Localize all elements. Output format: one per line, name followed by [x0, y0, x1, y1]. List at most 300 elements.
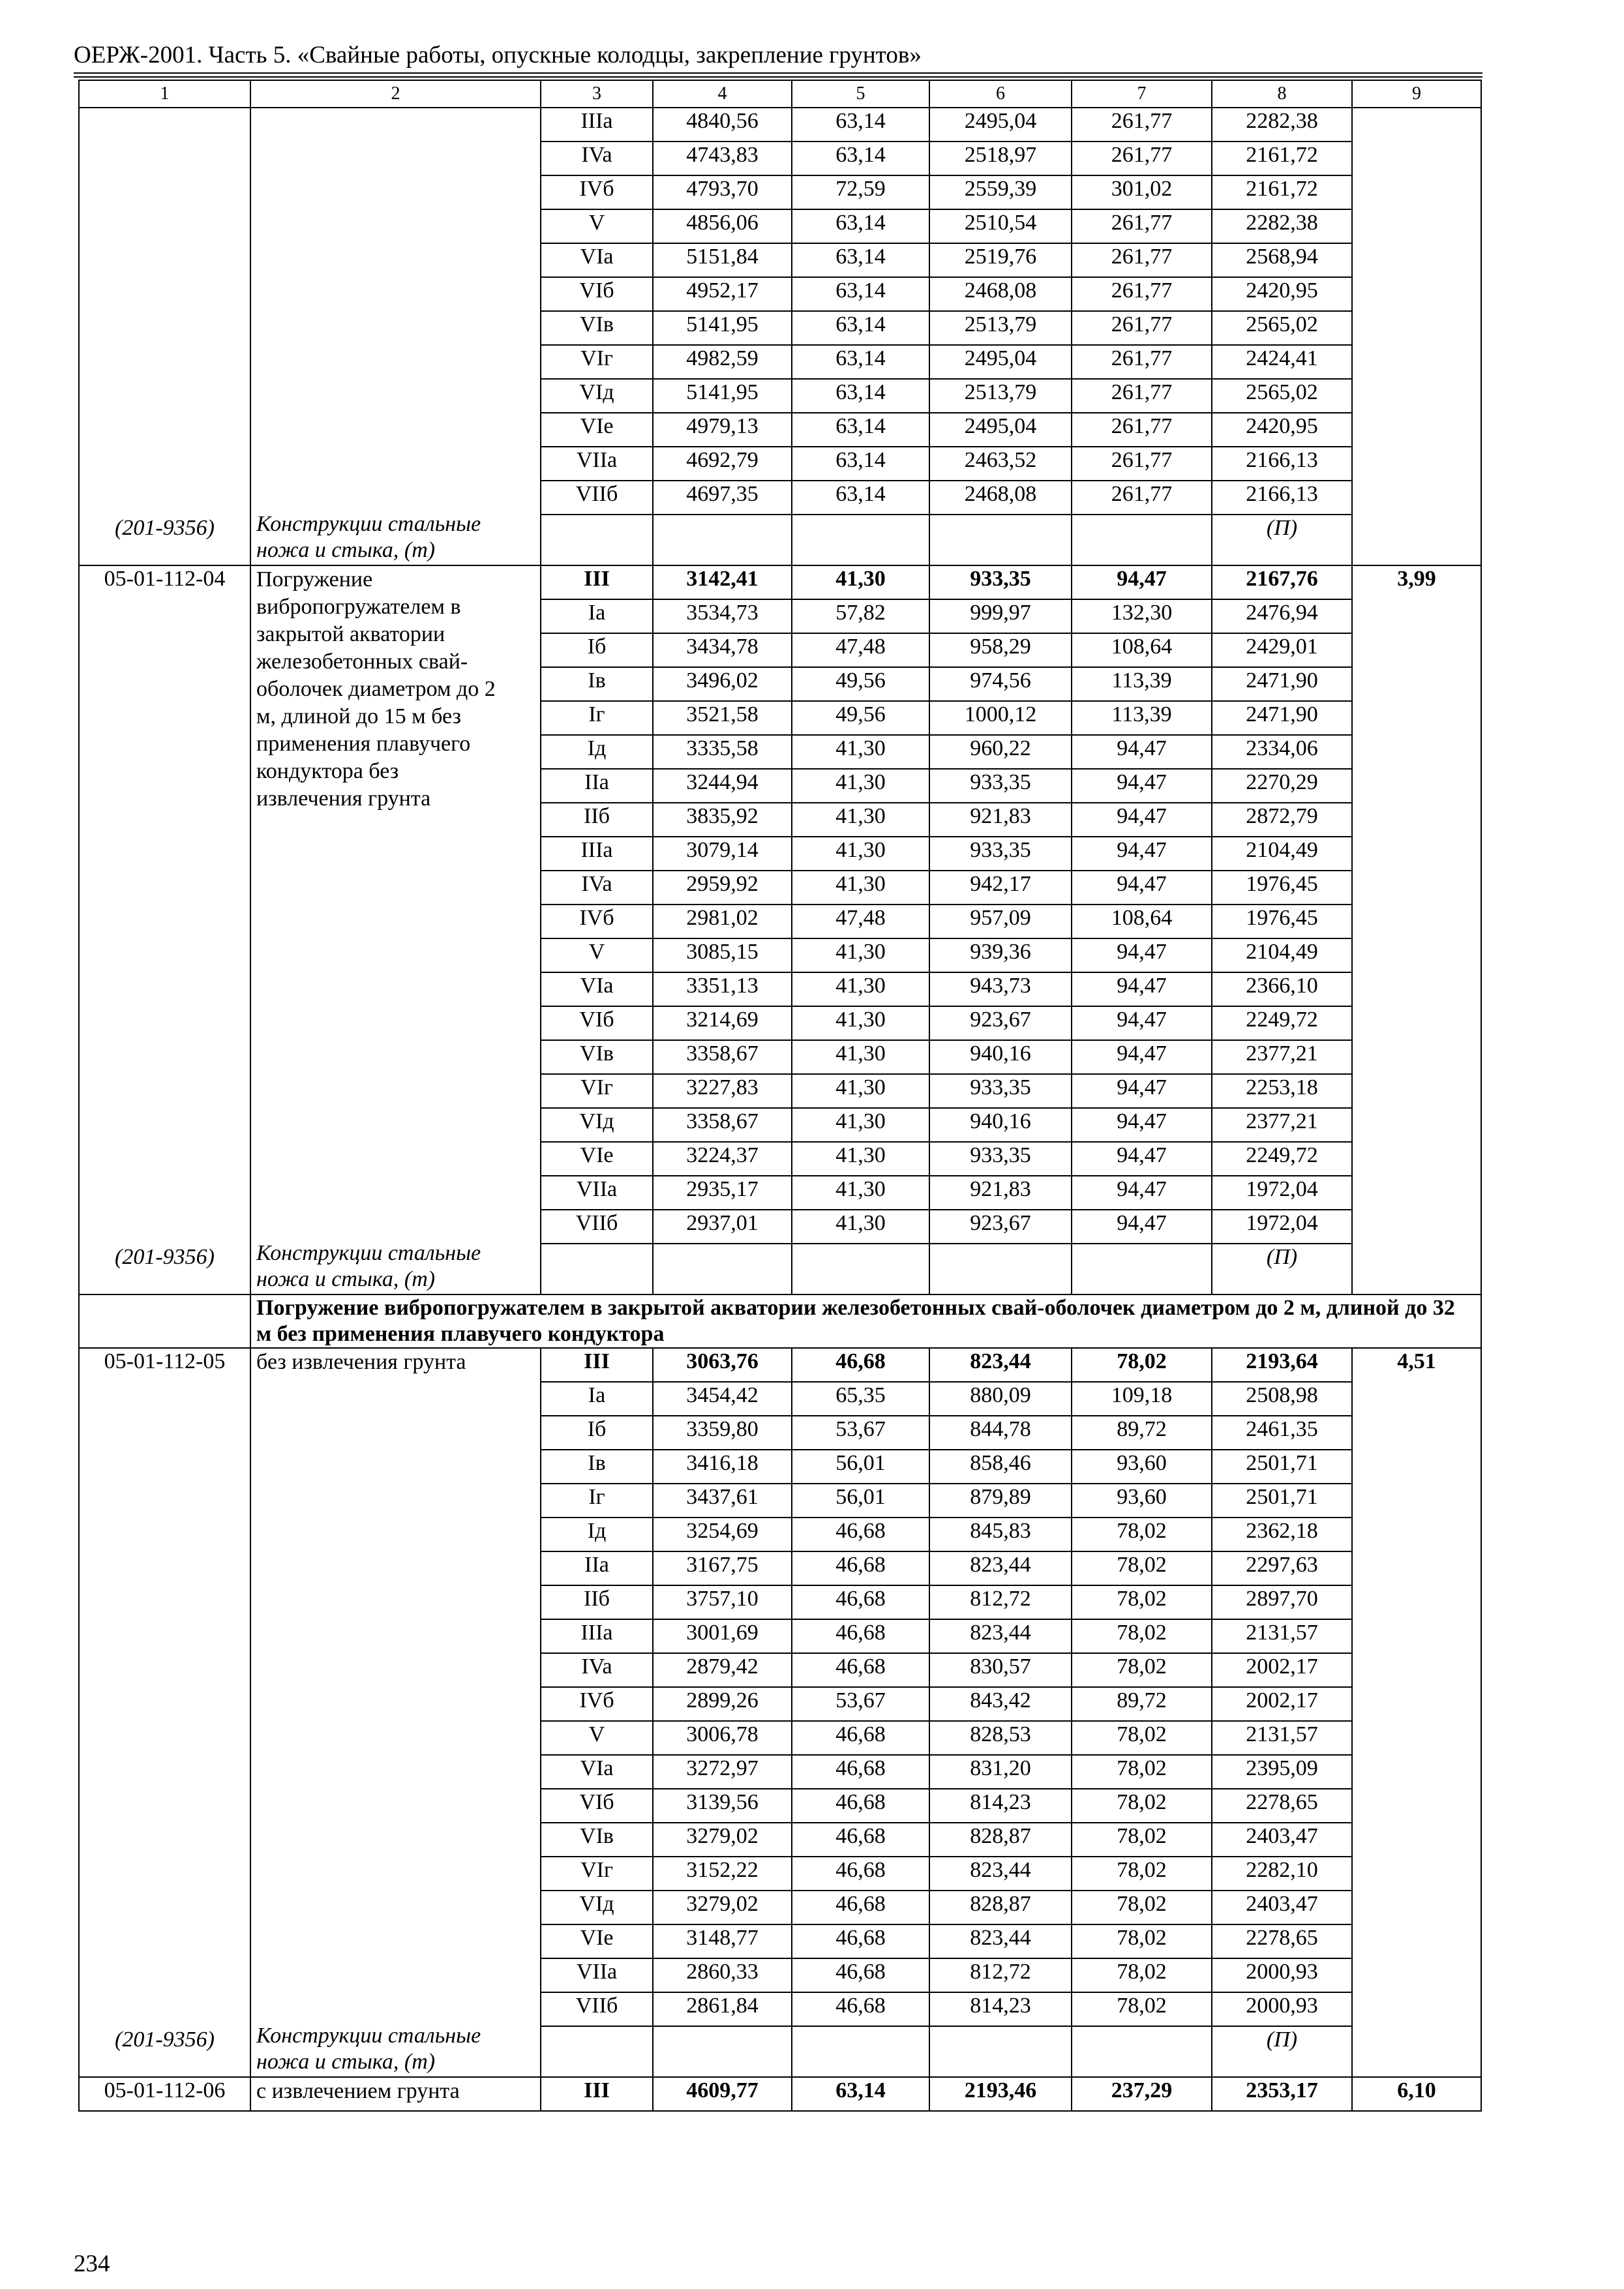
page-header-title: ОЕРЖ-2001. Часть 5. «Свайные работы, опускные колодцы, закрепление грунтов» — [74, 42, 922, 68]
region-cell: VIе — [541, 1924, 653, 1958]
region-cell: Iг — [541, 1484, 653, 1518]
rate-description-line: извлечения грунта — [256, 786, 431, 811]
value-cell: 2403,47 — [1212, 1823, 1352, 1857]
region-cell: V — [541, 1721, 653, 1755]
value-cell: 108,64 — [1072, 633, 1212, 667]
region-cell: VIг — [541, 1857, 653, 1891]
resource-blank-cell — [653, 1244, 792, 1294]
region-cell: VIд — [541, 379, 653, 413]
region-cell: VIIб — [541, 1992, 653, 2026]
rate-description-line: без извлечения грунта — [256, 1350, 466, 1374]
value-cell: 2518,97 — [929, 142, 1072, 175]
resource-value: (П) — [1212, 515, 1352, 565]
value-cell: 2131,57 — [1212, 1619, 1352, 1653]
value-cell: 2131,57 — [1212, 1721, 1352, 1755]
value-cell: 261,77 — [1072, 142, 1212, 175]
value-cell: 845,83 — [929, 1518, 1072, 1551]
value-cell: 63,14 — [792, 2077, 929, 2111]
value-cell: 921,83 — [929, 803, 1072, 837]
value-cell: 958,29 — [929, 633, 1072, 667]
value-cell: 933,35 — [929, 837, 1072, 871]
value-cell: 2282,10 — [1212, 1857, 1352, 1891]
value-cell: 823,44 — [929, 1619, 1072, 1653]
value-cell: 2501,71 — [1212, 1484, 1352, 1518]
value-cell: 63,14 — [792, 481, 929, 515]
value-cell: 261,77 — [1072, 345, 1212, 379]
value-cell: 63,14 — [792, 345, 929, 379]
value-cell: 5151,84 — [653, 243, 792, 277]
value-cell: 2501,71 — [1212, 1450, 1352, 1484]
value-cell: 41,30 — [792, 1176, 929, 1210]
value-cell: 823,44 — [929, 1857, 1072, 1891]
value-cell: 46,68 — [792, 1924, 929, 1958]
value-cell: 921,83 — [929, 1176, 1072, 1210]
value-cell: 94,47 — [1072, 1108, 1212, 1142]
value-cell: 2000,93 — [1212, 1958, 1352, 1992]
value-cell: 46,68 — [792, 1789, 929, 1823]
resource-blank-cell — [653, 2026, 792, 2077]
value-cell: 94,47 — [1072, 1040, 1212, 1074]
value-cell: 2420,95 — [1212, 413, 1352, 447]
region-cell: VIб — [541, 277, 653, 311]
value-cell: 94,47 — [1072, 1210, 1212, 1244]
resource-code: (201-9356) — [115, 1245, 215, 1269]
region-cell: VIa — [541, 1755, 653, 1789]
value-cell: 2161,72 — [1212, 142, 1352, 175]
value-cell: 828,53 — [929, 1721, 1072, 1755]
value-cell: 41,30 — [792, 1006, 929, 1040]
value-cell: 46,68 — [792, 1585, 929, 1619]
value-cell: 46,68 — [792, 1857, 929, 1891]
value-cell: 63,14 — [792, 209, 929, 243]
value-cell: 3244,94 — [653, 769, 792, 803]
group-title: Погружение вибропогружателем в закрытой акватории железобетонных свай-оболочек диаметром до 2 м, длиной до 32 м без применения плавучего кондуктора — [250, 1294, 1481, 1348]
value-cell: 46,68 — [792, 1551, 929, 1585]
value-cell: 63,14 — [792, 379, 929, 413]
value-cell: 63,14 — [792, 447, 929, 481]
column-number-cell: 1 — [79, 80, 250, 108]
value-cell: 3167,75 — [653, 1551, 792, 1585]
column-number-cell: 4 — [653, 80, 792, 108]
value-cell: 830,57 — [929, 1653, 1072, 1687]
resource-name: Конструкции стальные ножа и стыка, (т) — [256, 2024, 481, 2074]
value-cell: 56,01 — [792, 1450, 929, 1484]
value-cell: 63,14 — [792, 311, 929, 345]
rate-description-line: применения плавучего — [256, 732, 471, 756]
value-cell: 2463,52 — [929, 447, 1072, 481]
region-cell: VIв — [541, 1823, 653, 1857]
value-cell: 3434,78 — [653, 633, 792, 667]
value-cell: 94,47 — [1072, 565, 1212, 599]
value-cell: 261,77 — [1072, 243, 1212, 277]
value-cell: 2471,90 — [1212, 701, 1352, 735]
value-cell: 78,02 — [1072, 1585, 1212, 1619]
value-cell: 4840,56 — [653, 108, 792, 142]
value-cell: 2166,13 — [1212, 481, 1352, 515]
value-cell: 2278,65 — [1212, 1789, 1352, 1823]
value-cell: 78,02 — [1072, 1721, 1212, 1755]
value-cell: 3279,02 — [653, 1823, 792, 1857]
resource-code: (201-9356) — [115, 2027, 215, 2052]
value-cell: 2297,63 — [1212, 1551, 1352, 1585]
value-cell: 2253,18 — [1212, 1074, 1352, 1108]
region-cell: Ia — [541, 1382, 653, 1416]
rate-description — [250, 2077, 541, 2111]
value-cell: 3359,80 — [653, 1416, 792, 1450]
value-cell: 2471,90 — [1212, 667, 1352, 701]
value-cell: 78,02 — [1072, 1619, 1212, 1653]
value-cell: 41,30 — [792, 1142, 929, 1176]
value-cell: 46,68 — [792, 1755, 929, 1789]
value-cell: 108,64 — [1072, 905, 1212, 938]
value-cell: 132,30 — [1072, 599, 1212, 633]
value-cell: 3142,41 — [653, 565, 792, 599]
value-cell: 2495,04 — [929, 413, 1072, 447]
value-cell: 46,68 — [792, 1992, 929, 2026]
region-cell: IIб — [541, 803, 653, 837]
value-cell: 2282,38 — [1212, 209, 1352, 243]
resource-blank-cell — [541, 515, 653, 565]
value-cell: 261,77 — [1072, 277, 1212, 311]
value-cell: 823,44 — [929, 1551, 1072, 1585]
region-cell: VIе — [541, 1142, 653, 1176]
region-cell: V — [541, 209, 653, 243]
value-cell: 4979,13 — [653, 413, 792, 447]
value-cell: 940,16 — [929, 1108, 1072, 1142]
value-cell: 41,30 — [792, 1074, 929, 1108]
value-cell: 974,56 — [929, 667, 1072, 701]
value-cell: 2424,41 — [1212, 345, 1352, 379]
value-cell: 2495,04 — [929, 108, 1072, 142]
value-cell: 2461,35 — [1212, 1416, 1352, 1450]
value-cell: 3001,69 — [653, 1619, 792, 1653]
value-cell: 4793,70 — [653, 175, 792, 209]
value-cell: 2565,02 — [1212, 311, 1352, 345]
value-cell: 78,02 — [1072, 1789, 1212, 1823]
value-cell: 113,39 — [1072, 667, 1212, 701]
region-cell: IIIa — [541, 108, 653, 142]
value-cell: 2476,94 — [1212, 599, 1352, 633]
rate-description-line: Погружение — [256, 567, 373, 591]
value-cell: 2002,17 — [1212, 1687, 1352, 1721]
labor-total: 6,10 — [1352, 2077, 1481, 2111]
value-cell: 46,68 — [792, 1518, 929, 1551]
value-cell: 3335,58 — [653, 735, 792, 769]
region-cell: VIa — [541, 243, 653, 277]
value-cell: 89,72 — [1072, 1687, 1212, 1721]
region-cell: VIв — [541, 311, 653, 345]
value-cell: 94,47 — [1072, 1006, 1212, 1040]
value-cell: 2104,49 — [1212, 938, 1352, 972]
resource-blank-cell — [1072, 1244, 1212, 1294]
value-cell: 49,56 — [792, 667, 929, 701]
resource-blank-cell — [792, 2026, 929, 2077]
column-number-cell: 3 — [541, 80, 653, 108]
value-cell: 2937,01 — [653, 1210, 792, 1244]
region-cell: Iг — [541, 701, 653, 735]
value-cell: 3139,56 — [653, 1789, 792, 1823]
value-cell: 46,68 — [792, 1348, 929, 1382]
resource-name: Конструкции стальные ножа и стыка, (т) — [256, 1241, 481, 1291]
region-cell: VIд — [541, 1891, 653, 1924]
value-cell: 2872,79 — [1212, 803, 1352, 837]
value-cell: 46,68 — [792, 1823, 929, 1857]
resource-value: (П) — [1212, 1244, 1352, 1294]
value-cell: 3085,15 — [653, 938, 792, 972]
region-cell: VIд — [541, 1108, 653, 1142]
value-cell: 4609,77 — [653, 2077, 792, 2111]
value-cell: 78,02 — [1072, 1518, 1212, 1551]
value-cell: 53,67 — [792, 1687, 929, 1721]
value-cell: 63,14 — [792, 243, 929, 277]
rates-table-body — [79, 80, 1481, 2111]
value-cell: 3272,97 — [653, 1755, 792, 1789]
value-cell: 78,02 — [1072, 1348, 1212, 1382]
labor-total: 4,51 — [1352, 1348, 1481, 2077]
resource-blank-cell — [792, 515, 929, 565]
resource-blank-cell — [653, 515, 792, 565]
value-cell: 94,47 — [1072, 972, 1212, 1006]
value-cell: 880,09 — [929, 1382, 1072, 1416]
value-cell: 41,30 — [792, 803, 929, 837]
rate-description-line: закрытой акватории — [256, 622, 445, 646]
value-cell: 3437,61 — [653, 1484, 792, 1518]
rates-table — [78, 80, 1482, 2112]
value-cell: 2959,92 — [653, 871, 792, 905]
rate-description-line: кондуктора без — [256, 759, 399, 783]
value-cell: 2860,33 — [653, 1958, 792, 1992]
group-title-blank-cell — [79, 1294, 250, 1348]
value-cell: 41,30 — [792, 1210, 929, 1244]
value-cell: 2429,01 — [1212, 633, 1352, 667]
resource-name: Конструкции стальные ножа и стыка, (т) — [256, 512, 481, 562]
value-cell: 3757,10 — [653, 1585, 792, 1619]
value-cell: 1972,04 — [1212, 1210, 1352, 1244]
value-cell: 94,47 — [1072, 1176, 1212, 1210]
value-cell: 844,78 — [929, 1416, 1072, 1450]
value-cell: 3496,02 — [653, 667, 792, 701]
region-cell: VIIa — [541, 1958, 653, 1992]
value-cell: 2395,09 — [1212, 1755, 1352, 1789]
group-title-row — [79, 1294, 1481, 1348]
value-cell: 94,47 — [1072, 1074, 1212, 1108]
value-cell: 78,02 — [1072, 1924, 1212, 1958]
value-cell: 46,68 — [792, 1891, 929, 1924]
value-cell: 41,30 — [792, 938, 929, 972]
value-cell: 41,30 — [792, 871, 929, 905]
region-cell: VIIб — [541, 481, 653, 515]
value-cell: 957,09 — [929, 905, 1072, 938]
value-cell: 93,60 — [1072, 1450, 1212, 1484]
value-cell: 3254,69 — [653, 1518, 792, 1551]
column-number-row — [79, 80, 1481, 108]
value-cell: 3148,77 — [653, 1924, 792, 1958]
value-cell: 46,68 — [792, 1653, 929, 1687]
region-cell: VIг — [541, 345, 653, 379]
value-cell: 261,77 — [1072, 379, 1212, 413]
value-cell: 2861,84 — [653, 1992, 792, 2026]
rate-description — [250, 108, 541, 565]
region-cell: Ia — [541, 599, 653, 633]
value-cell: 301,02 — [1072, 175, 1212, 209]
value-cell: 41,30 — [792, 769, 929, 803]
value-cell: 63,14 — [792, 108, 929, 142]
region-cell: IVб — [541, 1687, 653, 1721]
value-cell: 2193,46 — [929, 2077, 1072, 2111]
value-cell: 46,68 — [792, 1619, 929, 1653]
region-cell: VIб — [541, 1006, 653, 1040]
value-cell: 923,67 — [929, 1006, 1072, 1040]
value-cell: 94,47 — [1072, 803, 1212, 837]
value-cell: 4952,17 — [653, 277, 792, 311]
value-cell: 72,59 — [792, 175, 929, 209]
rate-description — [250, 1348, 541, 2077]
value-cell: 2334,06 — [1212, 735, 1352, 769]
value-cell: 3358,67 — [653, 1040, 792, 1074]
region-cell: IIa — [541, 769, 653, 803]
rate-header-row — [79, 2077, 1481, 2111]
region-cell: III — [541, 2077, 653, 2111]
region-cell: IVб — [541, 905, 653, 938]
region-cell: VIIб — [541, 1210, 653, 1244]
region-cell: VIIa — [541, 447, 653, 481]
header-divider — [74, 72, 1482, 78]
value-cell: 261,77 — [1072, 481, 1212, 515]
resource-code: (201-9356) — [115, 516, 215, 540]
value-cell: 2167,76 — [1212, 565, 1352, 599]
labor-total: 3,99 — [1352, 565, 1481, 1294]
value-cell: 3454,42 — [653, 1382, 792, 1416]
value-cell: 2249,72 — [1212, 1142, 1352, 1176]
region-cell: VIб — [541, 1789, 653, 1823]
resource-value: (П) — [1212, 2026, 1352, 2077]
region-cell: Iд — [541, 735, 653, 769]
region-cell: IVa — [541, 142, 653, 175]
value-cell: 3835,92 — [653, 803, 792, 837]
region-cell: IIб — [541, 1585, 653, 1619]
value-cell: 812,72 — [929, 1958, 1072, 1992]
value-cell: 261,77 — [1072, 209, 1212, 243]
value-cell: 2897,70 — [1212, 1585, 1352, 1619]
value-cell: 2513,79 — [929, 311, 1072, 345]
value-cell: 3416,18 — [653, 1450, 792, 1484]
value-cell: 4692,79 — [653, 447, 792, 481]
value-cell: 3521,58 — [653, 701, 792, 735]
value-cell: 2468,08 — [929, 481, 1072, 515]
value-cell: 2249,72 — [1212, 1006, 1352, 1040]
region-cell: IVa — [541, 1653, 653, 1687]
value-cell: 933,35 — [929, 1142, 1072, 1176]
rate-description — [250, 565, 541, 1294]
resource-blank-cell — [1072, 2026, 1212, 2077]
value-cell: 53,67 — [792, 1416, 929, 1450]
value-cell: 2278,65 — [1212, 1924, 1352, 1958]
value-cell: 2193,64 — [1212, 1348, 1352, 1382]
value-cell: 78,02 — [1072, 1857, 1212, 1891]
value-cell: 823,44 — [929, 1348, 1072, 1382]
page-number: 234 — [74, 2251, 110, 2277]
region-cell: VIa — [541, 972, 653, 1006]
value-cell: 4743,83 — [653, 142, 792, 175]
region-cell: Iд — [541, 1518, 653, 1551]
value-cell: 960,22 — [929, 735, 1072, 769]
value-cell: 1976,45 — [1212, 871, 1352, 905]
value-cell: 113,39 — [1072, 701, 1212, 735]
value-cell: 4697,35 — [653, 481, 792, 515]
value-cell: 940,16 — [929, 1040, 1072, 1074]
value-cell: 3079,14 — [653, 837, 792, 871]
value-cell: 843,42 — [929, 1687, 1072, 1721]
value-cell: 2519,76 — [929, 243, 1072, 277]
value-cell: 1972,04 — [1212, 1176, 1352, 1210]
value-cell: 261,77 — [1072, 447, 1212, 481]
value-cell: 47,48 — [792, 633, 929, 667]
value-cell: 5141,95 — [653, 379, 792, 413]
value-cell: 2565,02 — [1212, 379, 1352, 413]
value-cell: 2161,72 — [1212, 175, 1352, 209]
value-cell: 814,23 — [929, 1992, 1072, 2026]
value-cell: 858,46 — [929, 1450, 1072, 1484]
value-cell: 939,36 — [929, 938, 1072, 972]
value-cell: 261,77 — [1072, 108, 1212, 142]
rate-description-line: м, длиной до 15 м без — [256, 704, 461, 728]
value-cell: 823,44 — [929, 1924, 1072, 1958]
value-cell: 3152,22 — [653, 1857, 792, 1891]
value-cell: 41,30 — [792, 837, 929, 871]
rate-description-line: оболочек диаметром до 2 — [256, 677, 496, 701]
value-cell: 3063,76 — [653, 1348, 792, 1382]
region-cell: IIa — [541, 1551, 653, 1585]
resource-blank-cell — [1072, 515, 1212, 565]
value-cell: 2377,21 — [1212, 1108, 1352, 1142]
value-cell: 943,73 — [929, 972, 1072, 1006]
value-cell: 109,18 — [1072, 1382, 1212, 1416]
value-cell: 2377,21 — [1212, 1040, 1352, 1074]
rate-header-row — [79, 1348, 1481, 1382]
value-cell: 812,72 — [929, 1585, 1072, 1619]
value-cell: 63,14 — [792, 413, 929, 447]
region-cell: III — [541, 1348, 653, 1382]
value-cell: 78,02 — [1072, 1823, 1212, 1857]
resource-blank-cell — [929, 2026, 1072, 2077]
column-number-cell: 2 — [250, 80, 541, 108]
region-cell: III — [541, 565, 653, 599]
value-cell: 94,47 — [1072, 837, 1212, 871]
value-cell: 1000,12 — [929, 701, 1072, 735]
value-cell: 828,87 — [929, 1823, 1072, 1857]
value-cell: 2513,79 — [929, 379, 1072, 413]
value-cell: 2510,54 — [929, 209, 1072, 243]
value-cell: 78,02 — [1072, 1551, 1212, 1585]
column-number-cell: 6 — [929, 80, 1072, 108]
value-cell: 879,89 — [929, 1484, 1072, 1518]
region-cell: VIг — [541, 1074, 653, 1108]
value-cell: 3358,67 — [653, 1108, 792, 1142]
value-cell: 93,60 — [1072, 1484, 1212, 1518]
value-cell: 2468,08 — [929, 277, 1072, 311]
value-cell: 2353,17 — [1212, 2077, 1352, 2111]
region-cell: IVa — [541, 871, 653, 905]
rate-description-line: вибропогружателем в — [256, 595, 461, 619]
labor-total — [1352, 108, 1481, 565]
value-cell: 923,67 — [929, 1210, 1072, 1244]
value-cell: 942,17 — [929, 871, 1072, 905]
value-cell: 2508,98 — [1212, 1382, 1352, 1416]
value-cell: 78,02 — [1072, 1891, 1212, 1924]
value-cell: 933,35 — [929, 769, 1072, 803]
value-cell: 3534,73 — [653, 599, 792, 633]
region-cell: Iв — [541, 1450, 653, 1484]
